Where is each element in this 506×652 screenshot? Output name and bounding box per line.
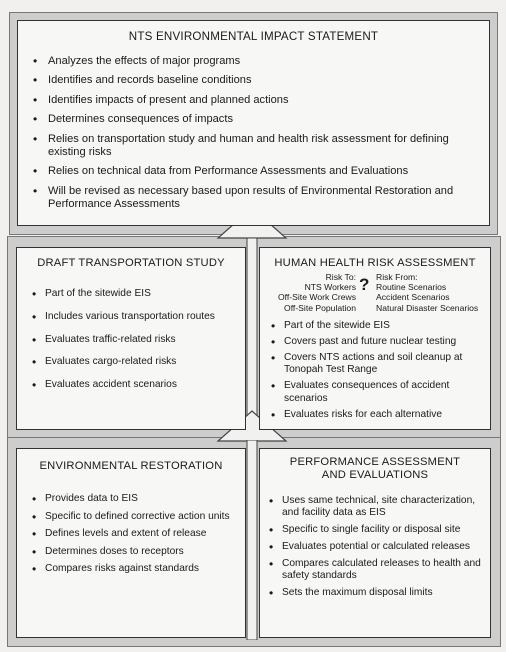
- transportation-list: [29, 288, 239, 392]
- performance-title-line1: PERFORMANCE ASSESSMENT: [289, 456, 461, 468]
- bullet-item: • Includes various transportation routes: [29, 311, 239, 323]
- bullet-item: • Provides data to EIS: [29, 493, 239, 505]
- restoration-title: ENVIRONMENTAL RESTORATION: [39, 460, 223, 472]
- restoration-list: [29, 493, 239, 576]
- bullet-item: • Specific to defined corrective action units: [29, 511, 239, 523]
- arrow-shaft-middle: [245, 238, 259, 428]
- performance-box: [259, 448, 491, 638]
- arrow-shaft-bottom: [245, 440, 259, 640]
- bullet-item: • Covers NTS actions and soil cleanup at Tonopah Test Range: [268, 352, 486, 377]
- performance-title: [260, 456, 490, 482]
- risk-from-label: Risk From:: [376, 272, 418, 282]
- health-risk-box: [259, 247, 491, 430]
- bullet-item: • Uses same technical, site characterization, and facility data as EIS: [266, 495, 486, 520]
- bullet-item: • Determines doses to receptors: [29, 546, 239, 558]
- bullet-item: • Evaluates traffic-related risks: [29, 334, 239, 346]
- bullet-item: • Evaluates cargo-related risks: [29, 356, 239, 368]
- bullet-item: • Compares calculated releases to health and safety standards: [266, 558, 486, 583]
- health-list: [268, 320, 486, 421]
- performance-list: [266, 495, 486, 599]
- bullet-item: • Covers past and future nuclear testing: [268, 336, 486, 348]
- bullet-item: • Defines levels and extent of release: [29, 528, 239, 540]
- bullet-item: • Identifies and records baseline conditions: [28, 74, 479, 87]
- risk-from-item: Accident Scenarios: [376, 292, 450, 303]
- eis-list: [28, 55, 479, 211]
- health-title: HUMAN HEALTH RISK ASSESSMENT: [274, 257, 476, 269]
- bullet-item: • Sets the maximum disposal limits: [266, 587, 486, 599]
- bullet-item: • Analyzes the effects of major programs: [28, 55, 479, 68]
- performance-title-line2: AND EVALUATIONS: [321, 469, 429, 481]
- transportation-title: DRAFT TRANSPORTATION STUDY: [37, 257, 225, 269]
- bullet-item: • Will be revised as necessary based upon results of Environmental Restoration and Performance Assessments: [28, 185, 479, 211]
- question-mark: ?: [359, 275, 370, 294]
- bullet-item: • Evaluates accident scenarios: [29, 379, 239, 391]
- risk-from-item: Routine Scenarios: [376, 282, 447, 293]
- risk-from-item: Natural Disaster Scenarios: [376, 302, 479, 313]
- bullet-item: • Part of the sitewide EIS: [29, 288, 239, 300]
- eis-box: [17, 20, 490, 226]
- restoration-box: [16, 448, 246, 638]
- risk-from-block: [376, 272, 492, 313]
- bullet-item: • Relies on technical data from Performance Assessments and Evaluations: [28, 165, 479, 178]
- transportation-study-box: [16, 247, 246, 430]
- risk-to-item: Off-Site Population: [284, 302, 356, 313]
- bullet-item: • Relies on transportation study and human and health risk assessment for defining existing risks: [28, 133, 479, 159]
- bullet-item: • Evaluates risks for each alternative: [268, 409, 486, 421]
- bullet-item: • Specific to single facility or disposal site: [266, 524, 486, 536]
- risk-to-label: Risk To:: [325, 272, 356, 282]
- bullet-item: • Evaluates consequences of accident scenarios: [268, 380, 486, 405]
- bullet-item: • Identifies impacts of present and planned actions: [28, 94, 479, 107]
- bullet-item: • Compares risks against standards: [29, 563, 239, 575]
- risk-to-block: [260, 272, 356, 313]
- risk-to-item: Off-Site Work Crews: [278, 292, 356, 303]
- risk-to-item: NTS Workers: [304, 282, 356, 293]
- bullet-item: • Evaluates potential or calculated releases: [266, 541, 486, 553]
- bullet-item: • Part of the sitewide EIS: [268, 320, 486, 332]
- bullet-item: • Determines consequences of impacts: [28, 113, 479, 126]
- eis-title: NTS ENVIRONMENTAL IMPACT STATEMENT: [128, 30, 379, 43]
